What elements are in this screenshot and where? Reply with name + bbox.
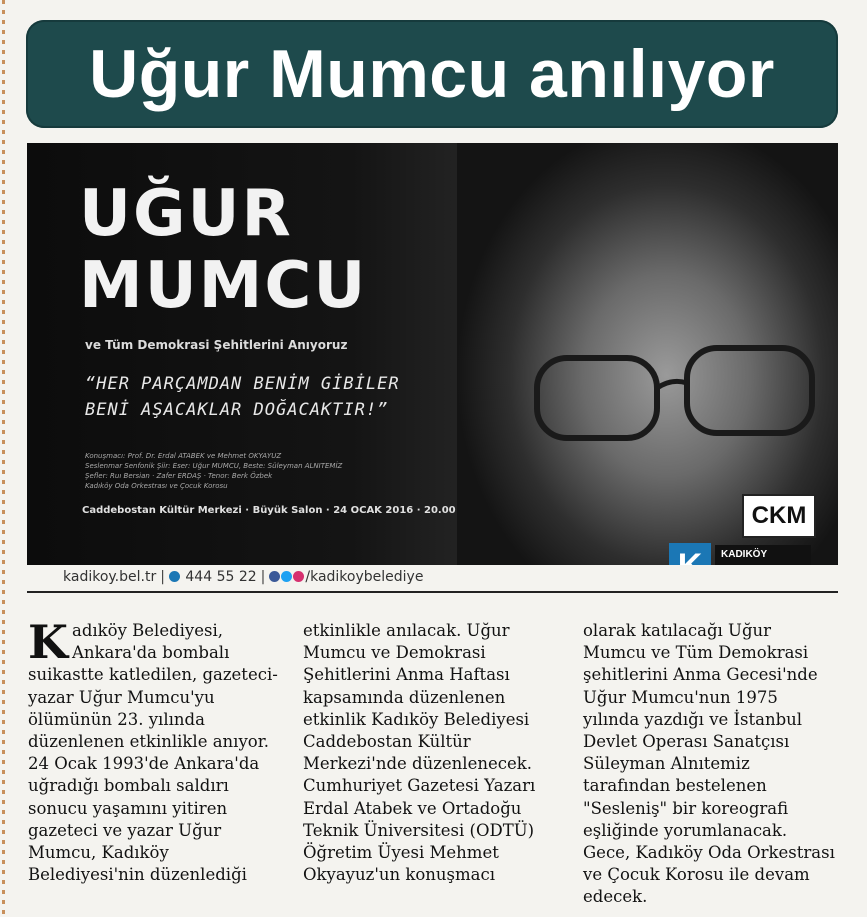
facebook-icon: [269, 571, 280, 582]
kadikoy-logo-line1: KADIKÖY: [715, 545, 811, 565]
headline-banner: [26, 20, 838, 128]
dropcap: K: [28, 615, 68, 669]
phone-icon: [169, 571, 180, 582]
social-handle: /kadikoybelediye: [305, 569, 424, 585]
poster-title-line2: MUMCU: [79, 249, 368, 323]
separator: |: [160, 569, 165, 585]
page-edge-rule: [2, 0, 5, 917]
poster-quote: [85, 371, 445, 423]
poster-quote-line2: BENİ AŞACAKLAR DOĞACAKTIR!”: [85, 400, 389, 420]
article-column-1: [28, 615, 283, 886]
poster-contact-strip: [27, 565, 838, 593]
contact-info: [63, 569, 423, 585]
separator: |: [260, 569, 266, 585]
poster-title-line1: UĞUR: [79, 177, 293, 251]
poster-credit-line: Şefler: Ruı Bersian · Zafer ERDAŞ · Tenor: Berk Özbek: [85, 472, 273, 480]
poster-credit-line: Konuşmacı: Prof. Dr. Erdal ATABEK ve Mehmet OKYAYUZ: [85, 452, 282, 460]
instagram-icon: [293, 571, 304, 582]
ckm-logo: CKM: [742, 494, 816, 538]
poster-venue: Caddebostan Kültür Merkezi · Büyük Salon · 24 OCAK 2016 · 20.00: [82, 505, 456, 516]
twitter-icon: [281, 571, 292, 582]
article-text: adıköy Belediyesi, Ankara'da bombalı suikastte katledilen, gazeteci-yazar Uğur Mumcu'yu ölümünün 23. yılında düzenlenen etkinlikle anıyor. 24 Ocak 1993'de Ankara'da uğradığı bombalı saldırı sonucu yaşamını yitiren gazeteci ve yazar Uğur Mumcu, Kadıköy Belediyesi'nin düzenlediği: [28, 621, 278, 885]
page-title: Uğur Mumcu anılıyor: [89, 36, 775, 112]
poster-quote-line1: “HER PARÇAMDAN BENİM GİBİLER: [85, 374, 400, 394]
glasses-illustration: [537, 338, 827, 458]
website-link: kadikoy.bel.tr: [63, 569, 157, 585]
poster-title: [79, 178, 367, 322]
event-poster-image: [27, 143, 838, 565]
article-column-3: olarak katılacağı Uğur Mumcu ve Tüm Demokrasi şehitlerini Anma Gecesi'nde Uğur Mumcu'nun 1975 yılında yazdığı ve İstanbul Devlet Operası Sanatçısı Süleyman Alnıtemiz tarafından bestelenen "Sesleniş" bir koreografi eşliğinde yorumlanacak. Gece, Kadıköy Oda Orkestrası ve Çocuk Korosu ile devam edecek.: [583, 621, 835, 907]
article-column-2: etkinlikle anılacak. Uğur Mumcu ve Demokrasi Şehitlerini Anma Haftası kapsamında düzenlenen etkinlik Kadıköy Belediyesi Caddebostan Kültür Merkezi'nde düzenlenecek. Cumhuriyet Gazetesi Yazarı Erdal Atabek ve Ortadoğu Teknik Üniversitesi (ODTÜ) Öğretim Üyesi Mehmet Okyayuz'un konuşmacı: [303, 621, 536, 885]
poster-credits: [85, 451, 342, 491]
poster-credit-line: Kadıköy Oda Orkestrası ve Çocuk Korosu: [85, 482, 228, 490]
poster-subtitle: ve Tüm Demokrasi Şehitlerini Anıyoruz: [85, 338, 348, 352]
poster-credit-line: Seslenmar Senfonik Şiir: Eser: Uğur MUMCU, Beste: Süleyman ALNITEMİZ: [85, 462, 343, 470]
phone-number: 444 55 22: [185, 569, 257, 585]
